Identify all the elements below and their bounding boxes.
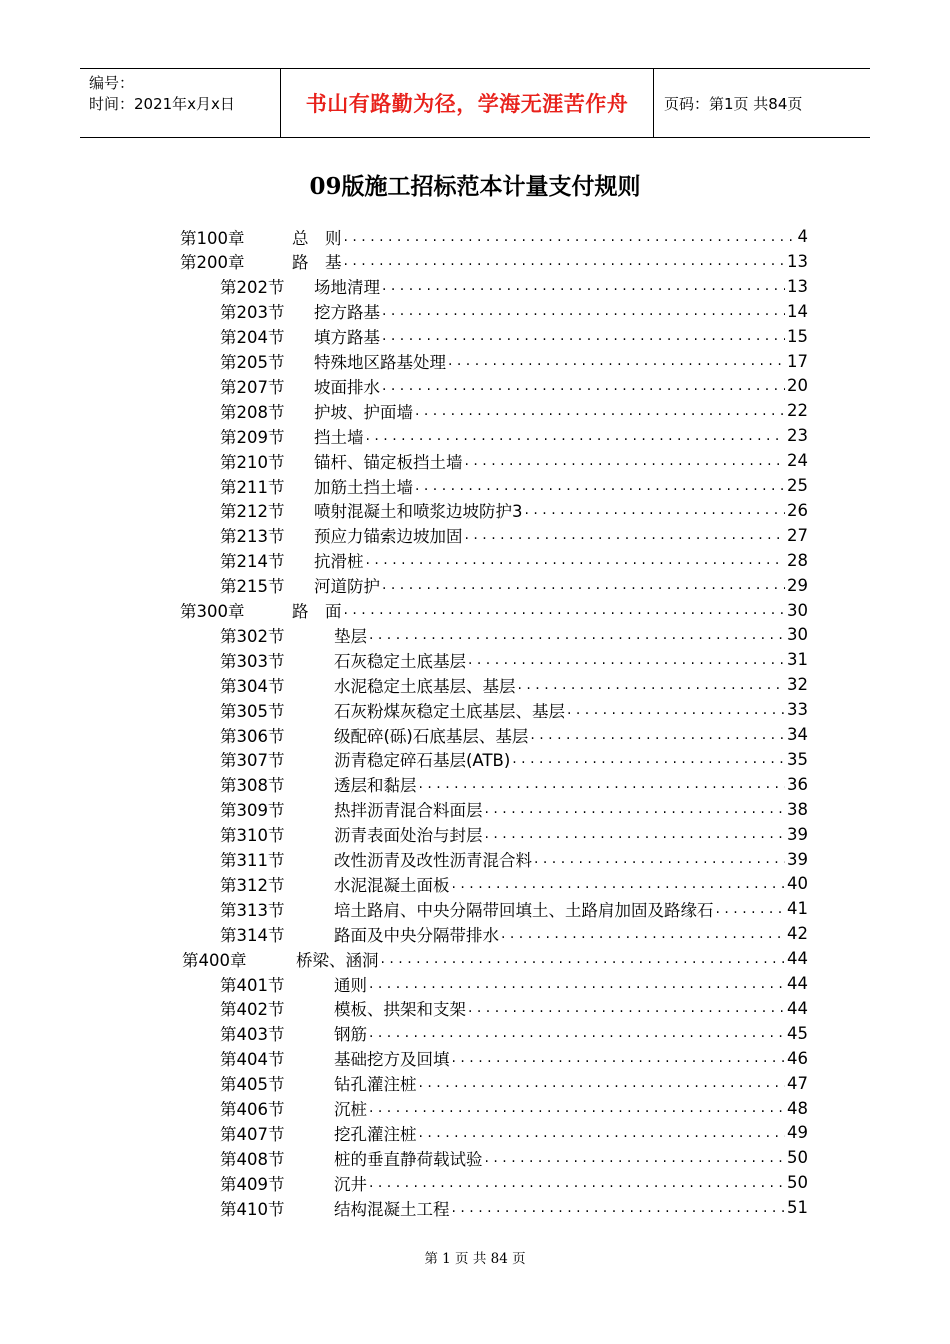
toc-entry	[220, 622, 808, 647]
toc-dot-leader	[465, 453, 786, 469]
toc-entry-title: 抗滑桩	[314, 552, 364, 572]
toc-entry	[220, 274, 808, 299]
toc-entry-title: 级配碎(砾)石底基层、基层	[334, 726, 529, 746]
toc-entry-title: 沥青稳定碎石基层(ATB)	[334, 751, 511, 771]
toc-entry-title: 桩的垂直静荷载试验	[334, 1149, 483, 1169]
page-header	[80, 68, 870, 138]
toc-entry	[182, 946, 808, 971]
toc-entry-title: 预应力锚索边坡加固	[314, 527, 463, 547]
toc-entry	[220, 672, 808, 697]
toc-entry-page: 13	[787, 251, 808, 271]
toc-dot-leader	[419, 776, 786, 792]
toc-entry	[220, 1071, 808, 1096]
toc-entry-number: 第213节	[220, 527, 285, 547]
toc-entry-number: 第408节	[220, 1149, 285, 1169]
toc-entry-number: 第304节	[220, 676, 285, 696]
toc-entry	[220, 1195, 808, 1220]
toc-entry-page: 30	[787, 625, 808, 645]
toc-entry-title: 加筋土挡土墙	[314, 477, 413, 497]
toc-entry-page: 20	[787, 376, 808, 396]
toc-entry-number: 第209节	[220, 427, 285, 447]
toc-entry	[220, 473, 808, 498]
toc-dot-leader	[415, 403, 785, 419]
toc-entry-number: 第215节	[220, 577, 285, 597]
toc-entry-page: 49	[787, 1123, 808, 1143]
toc-entry-page: 14	[787, 301, 808, 321]
toc-entry-page: 50	[787, 1173, 808, 1193]
toc-entry-page: 26	[787, 500, 808, 520]
toc-entry-number: 第100章	[180, 228, 245, 248]
toc-dot-leader	[465, 527, 786, 543]
toc-entry	[220, 373, 808, 398]
toc-entry-title: 场地清理	[314, 278, 380, 298]
toc-entry	[220, 921, 808, 946]
toc-entry	[220, 647, 808, 672]
toc-entry-number: 第203节	[220, 303, 285, 323]
toc-entry-number: 第310节	[220, 826, 285, 846]
toc-dot-leader	[468, 1000, 785, 1016]
toc-entry-number: 第307节	[220, 751, 285, 771]
toc-entry-title: 护坡、护面墙	[314, 402, 413, 422]
toc-entry-number: 第406节	[220, 1100, 285, 1119]
toc-entry	[220, 971, 808, 996]
toc-dot-leader	[344, 602, 786, 618]
toc-entry	[220, 896, 808, 921]
toc-entry-title: 石灰稳定土底基层	[334, 651, 466, 671]
toc-dot-leader	[369, 627, 785, 643]
toc-dot-leader	[419, 1125, 786, 1141]
toc-entry-number: 第404节	[220, 1050, 285, 1070]
toc-dot-leader	[366, 428, 786, 444]
toc-entry-title: 模板、拱架和支架	[334, 1000, 466, 1020]
document-title: 09版施工招标范本计量支付规则	[309, 173, 641, 200]
toc-entry-number: 第306节	[220, 726, 285, 746]
toc-dot-leader	[530, 727, 785, 743]
toc-entry-number: 第312节	[220, 875, 285, 895]
toc-entry	[220, 573, 808, 598]
toc-entry-number: 第401节	[220, 975, 285, 995]
toc-entry-page: 38	[787, 799, 808, 819]
toc-dot-leader	[525, 502, 786, 518]
toc-entry-title: 钻孔灌注桩	[334, 1075, 417, 1095]
toc-entry-title: 路 基	[292, 253, 342, 273]
toc-entry-title: 通则	[334, 975, 367, 995]
toc-entry-page: 15	[787, 326, 808, 346]
toc-dot-leader	[452, 1200, 786, 1216]
toc-dot-leader	[501, 926, 785, 942]
toc-entry-number: 第309节	[220, 801, 285, 821]
toc-entry-number: 第204节	[220, 328, 285, 348]
toc-entry-page: 47	[787, 1073, 808, 1093]
toc-dot-leader	[415, 478, 785, 494]
toc-entry-title: 透层和黏层	[334, 776, 417, 796]
toc-entry	[220, 1170, 808, 1195]
toc-dot-leader	[369, 976, 785, 992]
toc-entry-title: 改性沥青及改性沥青混合料	[334, 851, 532, 870]
toc-entry	[220, 822, 808, 847]
toc-entry-title: 石灰粉煤灰稳定土底基层、基层	[334, 701, 565, 721]
toc-entry-number: 第407节	[220, 1124, 285, 1144]
toc-entry-number: 第208节	[220, 402, 285, 422]
toc-dot-leader	[452, 1050, 786, 1066]
toc-dot-leader	[382, 303, 785, 319]
toc-dot-leader	[468, 652, 785, 668]
toc-entry-page: 25	[787, 476, 808, 495]
toc-entry	[220, 398, 808, 423]
toc-entry-number: 第403节	[220, 1025, 285, 1045]
header-meta	[80, 69, 281, 137]
toc-entry-number: 第300章	[180, 602, 245, 621]
toc-entry-number: 第205节	[220, 353, 285, 372]
toc-entry	[220, 498, 808, 523]
toc-entry-title: 垫层	[334, 626, 367, 646]
toc-entry-title: 水泥混凝土面板	[334, 875, 450, 895]
toc-dot-leader	[382, 278, 785, 294]
toc-entry-page: 39	[787, 824, 808, 844]
toc-entry-title: 基础挖方及回填	[334, 1050, 450, 1070]
toc-entry-page: 28	[787, 550, 808, 570]
toc-entry	[220, 1120, 808, 1145]
toc-entry-page: 36	[787, 774, 808, 794]
toc-entry-title: 锚杆、锚定板挡土墙	[314, 452, 463, 472]
toc-entry-title: 挡土墙	[314, 427, 364, 447]
toc-entry-page: 31	[787, 650, 808, 670]
toc-dot-leader	[382, 577, 785, 593]
toc-entry-page: 34	[787, 725, 808, 744]
toc-dot-leader	[381, 951, 786, 967]
toc-entry-number: 第214节	[220, 552, 285, 572]
toc-entry-page: 22	[787, 401, 808, 421]
number-label: 编号：	[89, 74, 135, 92]
toc-dot-leader	[448, 353, 785, 369]
toc-entry-title: 河道防护	[314, 577, 380, 597]
toc-entry-title: 沥青表面处治与封层	[334, 826, 483, 846]
toc-entry-number: 第405节	[220, 1075, 285, 1095]
toc-entry	[220, 996, 808, 1021]
toc-entry	[220, 349, 808, 374]
toc-entry	[220, 1145, 808, 1170]
toc-entry	[220, 1096, 808, 1121]
toc-entry-number: 第302节	[220, 626, 285, 646]
toc-entry	[220, 747, 808, 772]
toc-entry-title: 热拌沥青混合料面层	[334, 801, 483, 821]
toc-entry	[220, 697, 808, 722]
toc-entry	[220, 548, 808, 573]
toc-entry-title: 路面及中央分隔带排水	[334, 925, 499, 945]
toc-dot-leader	[366, 552, 786, 568]
toc-dot-leader	[485, 801, 786, 817]
time-label: 时间：2021年x月x日	[89, 95, 235, 113]
toc-entry-number: 第314节	[220, 925, 285, 945]
toc-entry	[220, 847, 808, 872]
toc-entry-title: 特殊地区路基处理	[314, 353, 446, 372]
toc-entry-page: 13	[787, 276, 808, 296]
toc-dot-leader	[567, 702, 785, 718]
toc-entry-title: 坡面排水	[314, 377, 380, 397]
toc-entry-title: 挖方路基	[314, 303, 380, 323]
toc-dot-leader	[485, 826, 786, 842]
toc-dot-leader	[344, 253, 786, 269]
toc-entry-number: 第402节	[220, 1000, 285, 1020]
toc-dot-leader	[512, 751, 785, 767]
toc-entry-number: 第303节	[220, 651, 285, 671]
toc-entry-page: 33	[787, 700, 808, 720]
toc-entry	[220, 797, 808, 822]
toc-entry	[220, 423, 808, 448]
toc-entry-title: 沉井	[334, 1174, 367, 1194]
toc-entry-number: 第212节	[220, 502, 285, 522]
toc-entry-number: 第409节	[220, 1174, 285, 1194]
toc-entry-page: 44	[787, 974, 808, 993]
toc-dot-leader	[452, 876, 786, 892]
toc-entry-number: 第308节	[220, 776, 285, 796]
toc-entry-title: 挖孔灌注桩	[334, 1124, 417, 1144]
toc-entry	[220, 772, 808, 797]
toc-entry-page: 35	[787, 749, 808, 769]
toc-entry-title: 培土路肩、中央分隔带回填土、土路肩加固及路缘石	[334, 900, 714, 920]
toc-entry	[180, 598, 808, 623]
toc-entry-page: 44	[787, 998, 808, 1018]
toc-entry-page: 41	[787, 899, 808, 919]
toc-entry-number: 第207节	[220, 377, 285, 397]
toc-entry-title: 桥梁、涵洞	[296, 950, 379, 970]
toc-entry-page: 17	[787, 351, 808, 371]
toc-entry-page: 46	[787, 1048, 808, 1068]
toc-entry-page: 45	[787, 1023, 808, 1043]
toc-entry	[220, 523, 808, 548]
toc-dot-leader	[382, 378, 785, 394]
toc-entry-page: 29	[787, 575, 808, 595]
toc-dot-leader	[382, 328, 785, 344]
toc-entry-page: 50	[787, 1148, 808, 1168]
toc-entry	[180, 249, 808, 274]
toc-entry-title: 水泥稳定土底基层、基层	[334, 676, 516, 696]
toc-entry-number: 第305节	[220, 701, 285, 721]
toc-dot-leader	[419, 1075, 786, 1091]
toc-entry-page: 4	[797, 227, 808, 246]
toc-entry-page: 48	[787, 1098, 808, 1118]
toc-entry-number: 第311节	[220, 851, 285, 870]
toc-entry	[180, 224, 808, 249]
toc-entry	[220, 1021, 808, 1046]
toc-entry-page: 51	[787, 1198, 808, 1218]
toc-entry	[220, 722, 808, 747]
page-footer: 第 1 页 共 84 页	[424, 1251, 526, 1267]
toc-entry-number: 第211节	[220, 477, 285, 497]
toc-entry-page: 42	[787, 924, 808, 944]
header-motto: 书山有路勤为径，学海无涯苦作舟	[305, 91, 629, 116]
toc-dot-leader	[485, 1150, 786, 1166]
toc-entry-title: 结构混凝土工程	[334, 1199, 450, 1219]
toc-entry-title: 填方路基	[314, 328, 380, 348]
toc-entry-page: 40	[787, 874, 808, 894]
toc-entry	[220, 871, 808, 896]
toc-entry-number: 第210节	[220, 452, 285, 472]
toc-entry-number: 第202节	[220, 278, 285, 298]
toc-entry-page: 32	[787, 675, 808, 695]
toc-entry-title: 路 面	[292, 602, 342, 621]
toc-entry-title: 钢筋	[334, 1025, 367, 1045]
toc-entry	[220, 299, 808, 324]
toc-dot-leader	[369, 1175, 785, 1191]
toc-entry-number: 第410节	[220, 1199, 285, 1219]
toc-dot-leader	[369, 1025, 785, 1041]
toc-entry-title: 沉桩	[334, 1100, 367, 1119]
toc-dot-leader	[369, 1100, 785, 1116]
header-page-info: 页码：第1页 共84页	[664, 94, 803, 113]
header-motto-cell	[281, 69, 654, 137]
toc-entry-page: 39	[787, 849, 808, 869]
toc-dot-leader	[716, 901, 786, 917]
toc-entry-page: 23	[787, 426, 808, 446]
toc-entry-number: 第400章	[182, 950, 247, 970]
toc-dot-leader	[344, 229, 796, 245]
toc-dot-leader	[518, 677, 786, 693]
toc-entry	[220, 1046, 808, 1071]
toc-entry	[220, 448, 808, 473]
toc-entry	[220, 324, 808, 349]
toc-entry-page: 44	[787, 949, 808, 969]
toc-entry-title: 总 则	[292, 228, 342, 248]
toc-entry-page: 30	[787, 600, 808, 620]
toc-entry-number: 第200章	[180, 253, 245, 273]
toc-entry-page: 27	[787, 525, 808, 545]
toc-dot-leader	[534, 851, 785, 867]
toc-entry-title: 喷射混凝土和喷浆边坡防护3	[314, 502, 523, 522]
toc-entry-page: 24	[787, 451, 808, 471]
toc-entry-number: 第313节	[220, 900, 285, 920]
